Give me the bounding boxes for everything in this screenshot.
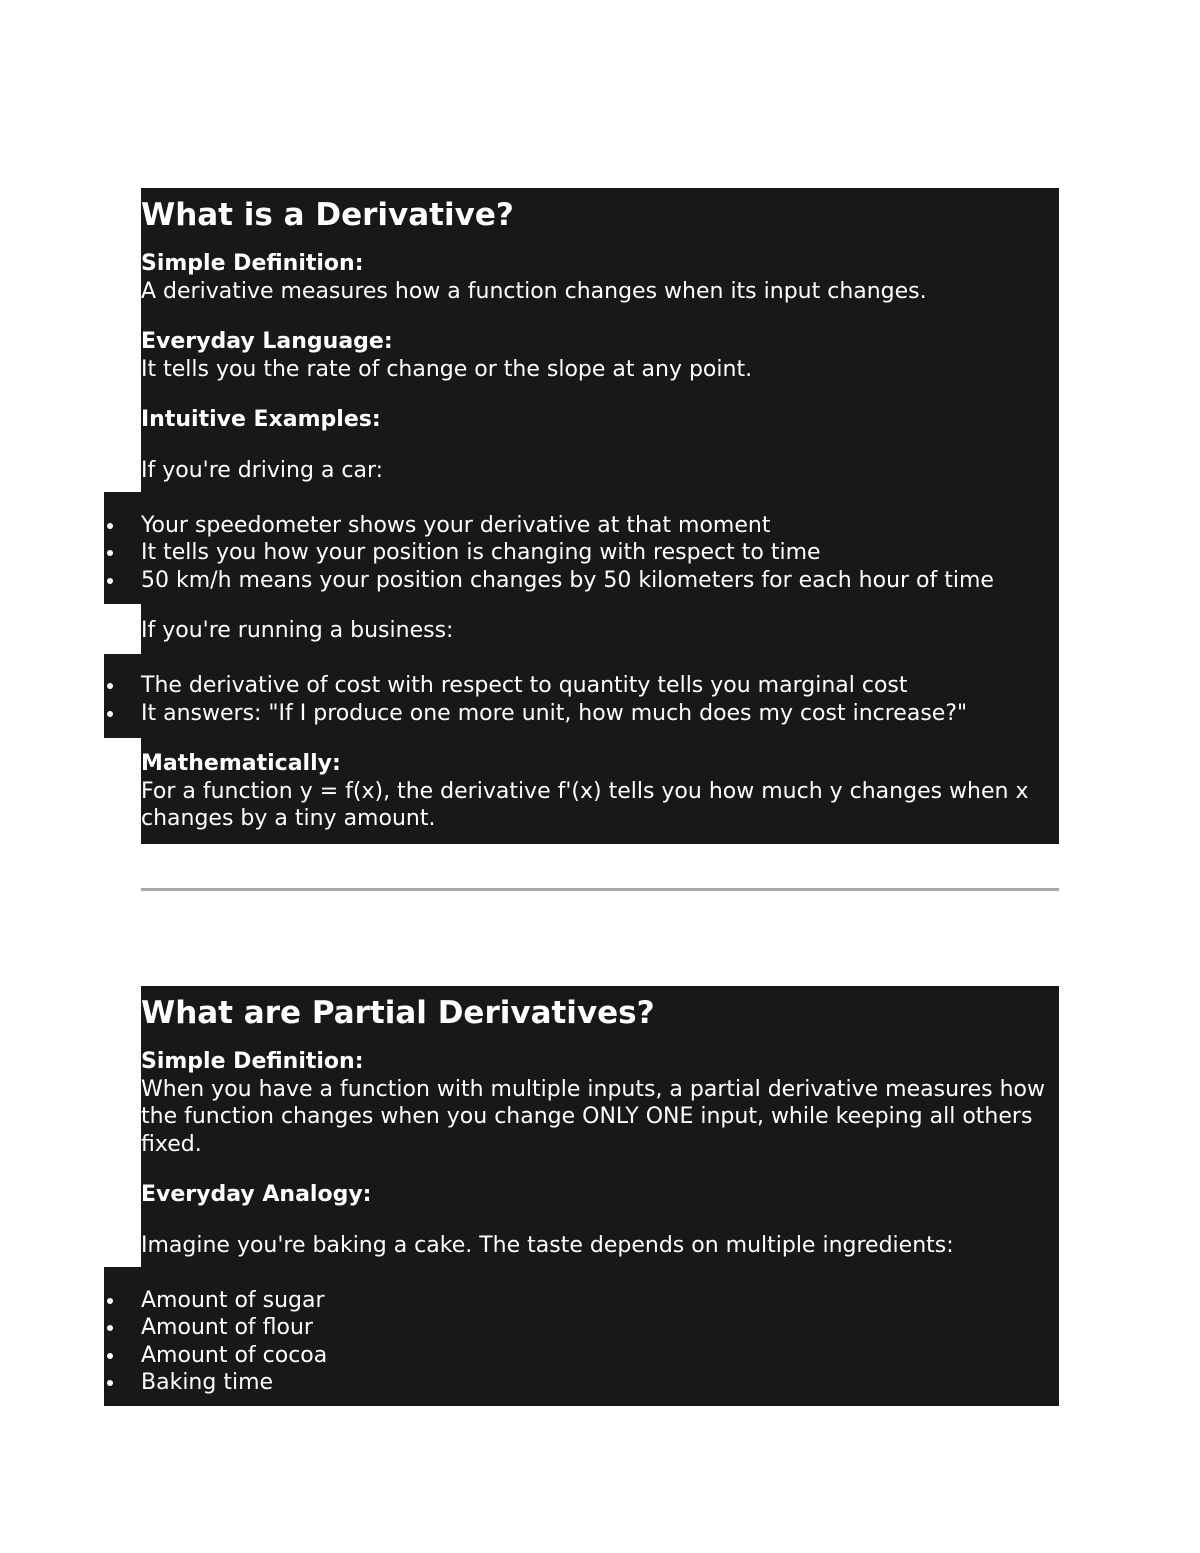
car-bullet-list [141, 512, 1059, 595]
list-item: It answers: "If I produce one more unit, how much does my cost increase?" [141, 700, 1059, 728]
list-item: Your speedometer shows your derivative at that moment [141, 512, 1059, 540]
simple-definition-label: Simple Definition: [141, 251, 364, 276]
car-intro: If you're driving a car: [141, 457, 384, 483]
intuitive-examples-label: Intuitive Examples: [141, 407, 381, 433]
everyday-analogy-label: Everyday Analogy: [141, 1182, 372, 1208]
list-item: It tells you how your position is changing with respect to time [141, 539, 1059, 567]
list-item: Baking time [141, 1369, 1059, 1397]
list-item: The derivative of cost with respect to quantity tells you marginal cost [141, 672, 1059, 700]
business-bullet-list [141, 672, 1059, 727]
everyday-language-label: Everyday Language: [141, 329, 393, 355]
derivative-section [141, 196, 1059, 833]
section2-title: What are Partial Derivatives? [141, 995, 655, 1031]
mathematically-label: Mathematically: [141, 751, 341, 777]
intuitive-examples-block [141, 406, 1059, 434]
simple-definition-text: A derivative measures how a function changes when its input changes. [141, 278, 927, 304]
partial-simple-definition-block [141, 1048, 1059, 1158]
section-divider [141, 888, 1059, 891]
section1-bullets-car-background [104, 492, 144, 604]
list-item: Amount of flour [141, 1314, 1059, 1342]
partial-simple-definition-label: Simple Definition: [141, 1049, 364, 1074]
section1-title: What is a Derivative? [141, 197, 514, 233]
cake-intro: Imagine you're baking a cake. The taste depends on multiple ingredients: [141, 1232, 954, 1258]
cake-bullet-list [141, 1287, 1059, 1397]
simple-definition-block [141, 250, 1059, 305]
mathematically-block [141, 750, 1059, 833]
everyday-language-text: It tells you the rate of change or the slope at any point. [141, 356, 753, 382]
mathematically-text: For a function y = f(x), the derivative f'(x) tells you how much y changes when x changes by a tiny amount. [141, 778, 1029, 832]
partial-simple-definition-text: When you have a function with multiple inputs, a partial derivative measures how the function changes when you change ONLY ONE input, while keeping all others fixed. [141, 1076, 1045, 1157]
business-intro: If you're running a business: [141, 618, 454, 644]
section1-bullets-business-background [104, 654, 144, 738]
list-item: 50 km/h means your position changes by 50 kilometers for each hour of time [141, 567, 1059, 595]
everyday-analogy-block [141, 1181, 1059, 1209]
everyday-language-block [141, 328, 1059, 383]
list-item: Amount of sugar [141, 1287, 1059, 1315]
partial-derivative-section [141, 994, 1059, 1420]
list-item: Amount of cocoa [141, 1342, 1059, 1370]
